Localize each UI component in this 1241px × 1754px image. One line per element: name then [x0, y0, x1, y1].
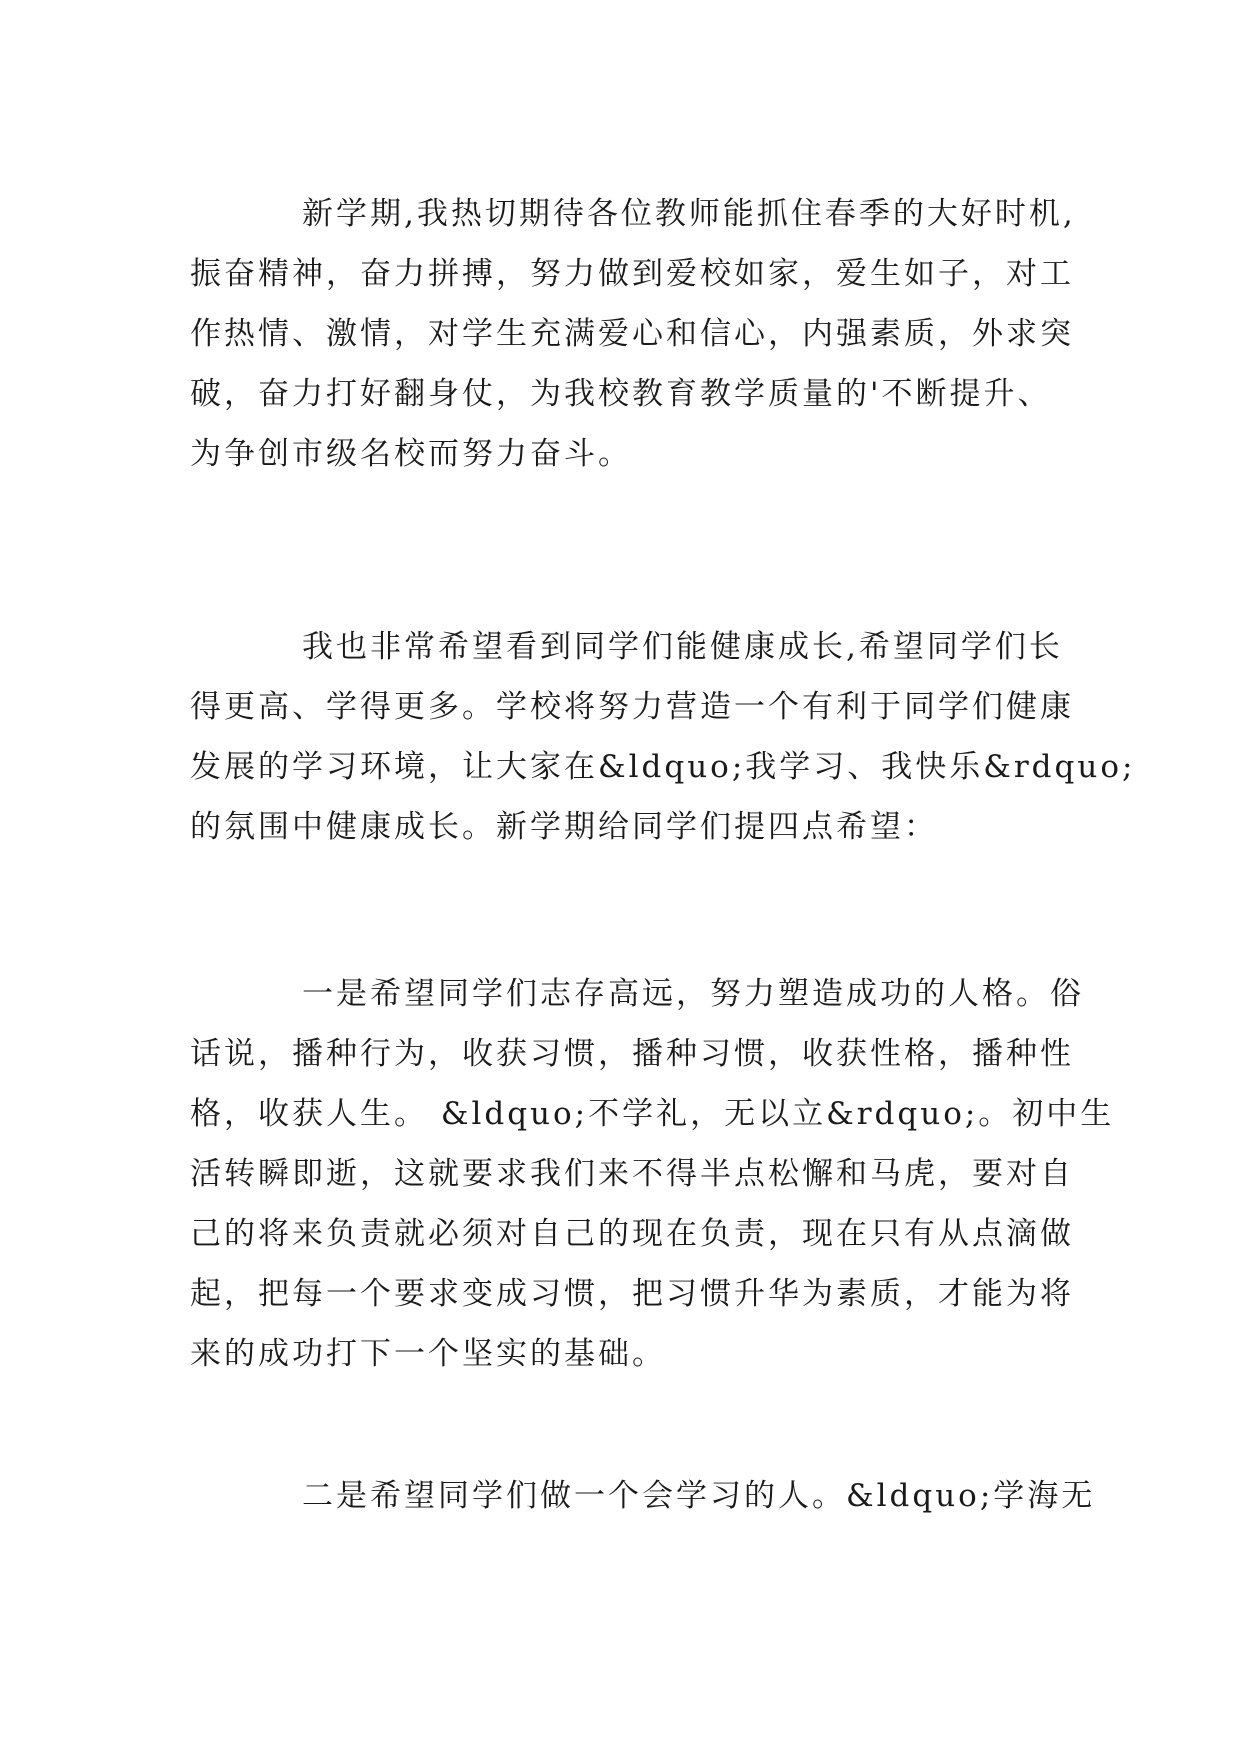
- paragraph-line: 起，把每一个要求变成习惯，把习惯升华为素质，才能为将: [190, 1276, 1074, 1312]
- paragraph-line: 我也非常希望看到同学们能健康成长,希望同学们长: [302, 629, 1063, 665]
- paragraph-line: 发展的学习环境，让大家在&ldquo;我学习、我快乐&rdquo;: [190, 749, 1136, 785]
- paragraph-student-hopes: [190, 617, 1136, 857]
- paragraph-line: 格，收获人生。 &ldquo;不学礼，无以立&rdquo;。初中生: [190, 1096, 1115, 1132]
- paragraph-line: 新学期,我热切期待各位教师能抓住春季的大好时机,: [302, 196, 1076, 232]
- paragraph-line: 得更高、学得更多。学校将努力营造一个有利于同学们健康: [190, 689, 1074, 725]
- paragraph-line: 的氛围中健康成长。新学期给同学们提四点希望：: [190, 809, 938, 845]
- paragraph-line: 活转瞬即逝，这就要求我们来不得半点松懈和马虎，要对自: [190, 1156, 1074, 1192]
- paragraph-line: 为争创市级名校而努力奋斗。: [190, 436, 632, 472]
- paragraph-line: 来的成功打下一个坚实的基础。: [190, 1336, 666, 1372]
- paragraph-line: 己的将来负责就必须对自己的现在负责，现在只有从点滴做: [190, 1216, 1074, 1252]
- paragraph-line: 振奋精神，奋力拼搏，努力做到爱校如家，爱生如子，对工: [190, 256, 1074, 292]
- paragraph-line: 破，奋力打好翻身仗，为我校教育教学质量的'不断提升、: [190, 376, 1052, 412]
- paragraph-line: 作热情、激情，对学生充满爱心和信心，内强素质，外求突: [190, 316, 1074, 352]
- paragraph-hope-one: [190, 964, 1115, 1384]
- paragraph-hope-two: [190, 1466, 1096, 1526]
- paragraph-line: 一是希望同学们志存高远，努力塑造成功的人格。俗: [302, 976, 1084, 1012]
- paragraph-teacher-expectations: [190, 184, 1076, 484]
- paragraph-line: 二是希望同学们做一个会学习的人。&ldquo;学海无: [302, 1478, 1096, 1514]
- paragraph-line: 话说，播种行为，收获习惯，播种习惯，收获性格，播种性: [190, 1036, 1074, 1072]
